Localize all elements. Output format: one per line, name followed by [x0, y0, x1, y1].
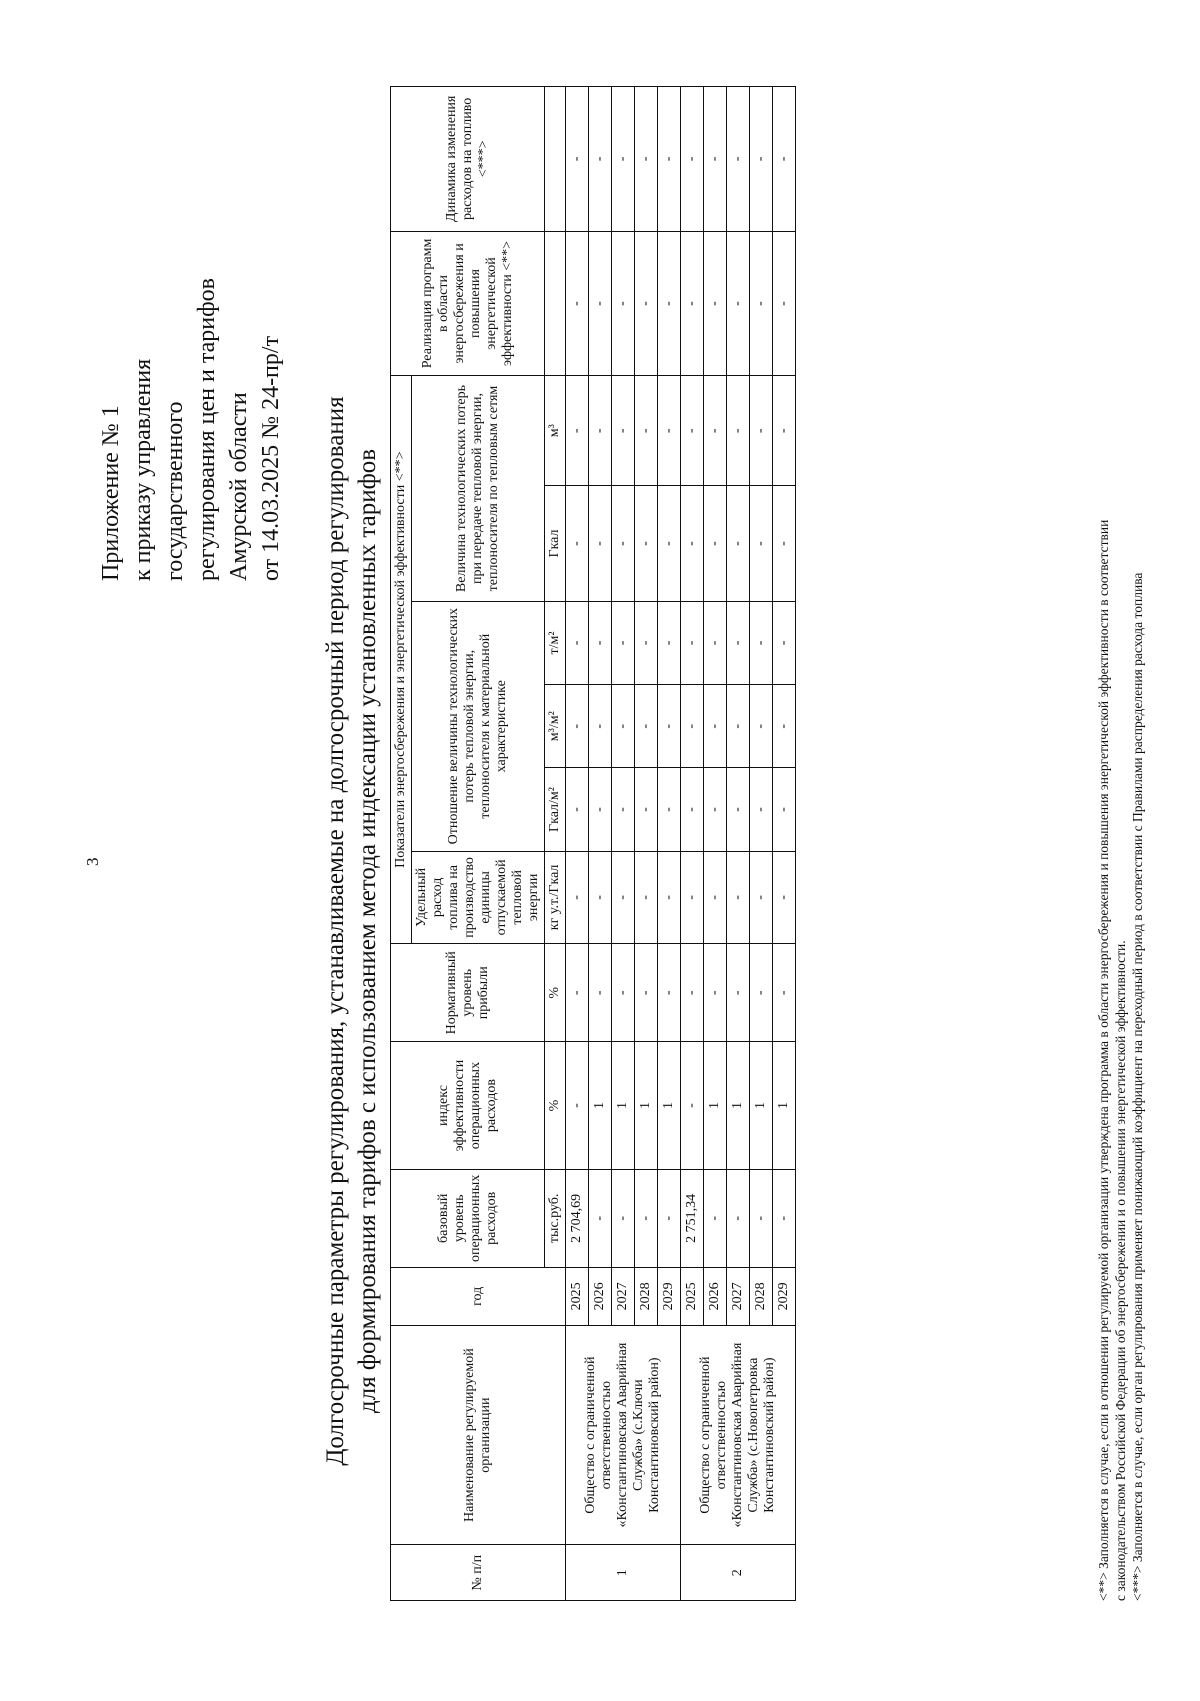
cell-year: 2025	[566, 1267, 589, 1325]
cell-tm: -	[727, 376, 750, 486]
unit-fuel-dynamics	[545, 87, 566, 232]
cell-tg: -	[612, 486, 635, 602]
cell-profit: -	[566, 944, 589, 1042]
cell-lg: -	[750, 768, 773, 851]
cell-tg: -	[773, 486, 796, 602]
cell-tg: -	[750, 486, 773, 602]
cell-lg: -	[566, 768, 589, 851]
appendix-line: Приложение № 1	[98, 405, 124, 581]
cell-index: -	[566, 1042, 589, 1169]
cell-profit: -	[612, 944, 635, 1042]
table-row	[681, 87, 704, 1601]
cell-prog: -	[681, 231, 704, 376]
cell-profit: -	[773, 944, 796, 1042]
appendix-line: от 14.03.2025 № 24-пр/т	[258, 335, 284, 581]
cell-dyn: -	[750, 87, 773, 232]
org-number: 2	[681, 1545, 796, 1601]
header-org: Наименование регулируемой организации	[391, 1325, 566, 1545]
cell-base: -	[773, 1169, 796, 1267]
unit-programs	[545, 231, 566, 376]
appendix-line: Амурской области	[226, 392, 252, 581]
cell-fuel: -	[566, 851, 589, 944]
cell-profit: -	[589, 944, 612, 1042]
cell-lm: -	[635, 685, 658, 768]
unit-profit-level: %	[545, 944, 566, 1042]
cell-lm: -	[589, 685, 612, 768]
cell-dyn: -	[773, 87, 796, 232]
cell-dyn: -	[612, 87, 635, 232]
cell-lm: -	[750, 685, 773, 768]
cell-lm: -	[681, 685, 704, 768]
cell-base: -	[704, 1169, 727, 1267]
cell-lt: -	[635, 601, 658, 684]
header-base-level: базовый уровень операционных расходов	[391, 1169, 545, 1267]
footnote-line: с законодательством Российской Федерации об энергосбережении и о повышении энергетической эффективности.	[1113, 940, 1128, 1601]
cell-lm: -	[658, 685, 681, 768]
cell-lm: -	[704, 685, 727, 768]
cell-profit: -	[750, 944, 773, 1042]
cell-index: 1	[635, 1042, 658, 1169]
cell-tm: -	[612, 376, 635, 486]
cell-index: 1	[750, 1042, 773, 1169]
cell-lt: -	[773, 601, 796, 684]
cell-tm: -	[681, 376, 704, 486]
cell-index: 1	[658, 1042, 681, 1169]
title-line: для формирования тарифов с использованием метода индексации установленных тарифов	[354, 448, 381, 1414]
parameters-table	[390, 86, 796, 1601]
cell-tg: -	[681, 486, 704, 602]
cell-prog: -	[612, 231, 635, 376]
cell-year: 2029	[658, 1267, 681, 1325]
org-name: Общество с ограниченной ответственностью «Константиновская Аварийная Служба» (с.Ключи Константиновский район)	[566, 1325, 681, 1545]
cell-tm: -	[566, 376, 589, 486]
cell-base: -	[658, 1169, 681, 1267]
header-programs: Реализация программ в области энергосбережения и повышения энергетической эффективности <**>	[391, 231, 545, 376]
cell-lt: -	[704, 601, 727, 684]
cell-index: 1	[612, 1042, 635, 1169]
page-number: 3	[83, 857, 102, 866]
cell-tg: -	[704, 486, 727, 602]
cell-prog: -	[727, 231, 750, 376]
cell-dyn: -	[635, 87, 658, 232]
appendix-line: государственного	[162, 401, 188, 581]
cell-profit: -	[727, 944, 750, 1042]
header-efficiency-index: индекс эффективности операционных расходов	[391, 1042, 545, 1169]
appendix-line: к приказу управления	[130, 358, 156, 581]
cell-tm: -	[750, 376, 773, 486]
cell-fuel: -	[773, 851, 796, 944]
document-title	[320, 281, 384, 1581]
cell-fuel: -	[658, 851, 681, 944]
cell-index: 1	[589, 1042, 612, 1169]
cell-profit: -	[658, 944, 681, 1042]
cell-dyn: -	[681, 87, 704, 232]
cell-lt: -	[658, 601, 681, 684]
cell-lg: -	[727, 768, 750, 851]
cell-fuel: -	[704, 851, 727, 944]
cell-tg: -	[727, 486, 750, 602]
cell-year: 2027	[727, 1267, 750, 1325]
cell-tg: -	[635, 486, 658, 602]
cell-lg: -	[612, 768, 635, 851]
cell-prog: -	[566, 231, 589, 376]
unit-loss-t: т/м²	[545, 601, 566, 684]
org-number: 1	[566, 1545, 681, 1601]
cell-base: -	[750, 1169, 773, 1267]
cell-fuel: -	[727, 851, 750, 944]
cell-prog: -	[750, 231, 773, 376]
cell-tm: -	[658, 376, 681, 486]
header-row	[391, 87, 412, 1601]
appendix-line: регулирования цен и тарифов	[194, 278, 220, 581]
cell-profit: -	[635, 944, 658, 1042]
cell-year: 2026	[704, 1267, 727, 1325]
unit-tech-m3: м³	[545, 376, 566, 486]
cell-year: 2029	[773, 1267, 796, 1325]
unit-fuel-rate: кг у.т./Гкал	[545, 851, 566, 944]
cell-base: -	[589, 1169, 612, 1267]
header-indicators-group: Показатели энергосбережения и энергетической эффективности <**>	[391, 376, 412, 944]
cell-fuel: -	[750, 851, 773, 944]
org-name: Общество с ограниченной ответственностью «Константиновская Аварийная Служба» (с.Новопетровка Константиновский район)	[681, 1325, 796, 1545]
cell-lm: -	[727, 685, 750, 768]
cell-fuel: -	[681, 851, 704, 944]
cell-year: 2028	[750, 1267, 773, 1325]
cell-tm: -	[589, 376, 612, 486]
cell-tm: -	[773, 376, 796, 486]
cell-tg: -	[589, 486, 612, 602]
cell-lg: -	[658, 768, 681, 851]
footnote-line: <***> Заполняется в случае, если орган регулирования применяет понижающий коэффициент на переходный период в соответствии с Правилами распределения расхода топлива	[1130, 572, 1145, 1601]
cell-lg: -	[681, 768, 704, 851]
table-body	[566, 87, 796, 1601]
cell-tg: -	[566, 486, 589, 602]
cell-base: 2 704,69	[566, 1169, 589, 1267]
cell-tm: -	[704, 376, 727, 486]
cell-lt: -	[681, 601, 704, 684]
unit-base-level: тыс.руб.	[545, 1169, 566, 1267]
unit-loss-gcal: Гкал/м²	[545, 768, 566, 851]
cell-lt: -	[612, 601, 635, 684]
header-fuel-dynamics: Динамика изменения расходов на топливо <***>	[391, 87, 545, 232]
cell-tg: -	[658, 486, 681, 602]
header-profit-level: Нормативный уровень прибыли	[391, 944, 545, 1042]
cell-profit: -	[704, 944, 727, 1042]
cell-year: 2028	[635, 1267, 658, 1325]
cell-index: 1	[727, 1042, 750, 1169]
unit-efficiency-index: %	[545, 1042, 566, 1169]
cell-prog: -	[704, 231, 727, 376]
cell-fuel: -	[612, 851, 635, 944]
cell-lm: -	[773, 685, 796, 768]
appendix-block	[95, 61, 287, 581]
cell-prog: -	[773, 231, 796, 376]
cell-lm: -	[566, 685, 589, 768]
cell-year: 2027	[612, 1267, 635, 1325]
cell-lg: -	[773, 768, 796, 851]
cell-dyn: -	[566, 87, 589, 232]
cell-dyn: -	[589, 87, 612, 232]
cell-index: -	[681, 1042, 704, 1169]
cell-lt: -	[750, 601, 773, 684]
cell-index: 1	[773, 1042, 796, 1169]
cell-lg: -	[635, 768, 658, 851]
cell-lt: -	[727, 601, 750, 684]
cell-tm: -	[635, 376, 658, 486]
header-num: № п/п	[391, 1545, 566, 1601]
table-row	[566, 87, 589, 1601]
cell-lm: -	[612, 685, 635, 768]
header-year: год	[391, 1267, 566, 1325]
unit-tech-gcal: Гкал	[545, 486, 566, 602]
header-fuel-rate: Удельный расход топлива на производство единицы отпускаемой тепловой энергии	[412, 851, 545, 944]
cell-lt: -	[589, 601, 612, 684]
cell-dyn: -	[658, 87, 681, 232]
cell-lg: -	[704, 768, 727, 851]
header-tech-losses: Величина технологических потерь при передаче тепловой энергии, теплоносителя по тепловым сетям	[412, 376, 545, 602]
cell-dyn: -	[727, 87, 750, 232]
cell-base: -	[727, 1169, 750, 1267]
cell-fuel: -	[589, 851, 612, 944]
cell-year: 2025	[681, 1267, 704, 1325]
cell-index: 1	[704, 1042, 727, 1169]
cell-year: 2026	[589, 1267, 612, 1325]
cell-profit: -	[681, 944, 704, 1042]
unit-loss-m3: м³/м²	[545, 685, 566, 768]
title-line: Долгосрочные параметры регулирования, устанавливаемые на долгосрочный период регулирования	[322, 396, 349, 1466]
footnotes	[1095, 81, 1146, 1601]
footnote-line: <**> Заполняется в случае, если в отношении регулируемой организации утверждена программа в области энергосбережения и повышения энергетической эффективности в соответствии	[1096, 519, 1111, 1601]
cell-prog: -	[635, 231, 658, 376]
cell-fuel: -	[635, 851, 658, 944]
cell-base: -	[635, 1169, 658, 1267]
cell-prog: -	[658, 231, 681, 376]
cell-base: 2 751,34	[681, 1169, 704, 1267]
cell-lt: -	[566, 601, 589, 684]
cell-base: -	[612, 1169, 635, 1267]
cell-prog: -	[589, 231, 612, 376]
cell-dyn: -	[704, 87, 727, 232]
header-loss-ratio: Отношение величины технологических потерь тепловой энергии, теплоносителя к материальной характеристике	[412, 601, 545, 851]
cell-lg: -	[589, 768, 612, 851]
